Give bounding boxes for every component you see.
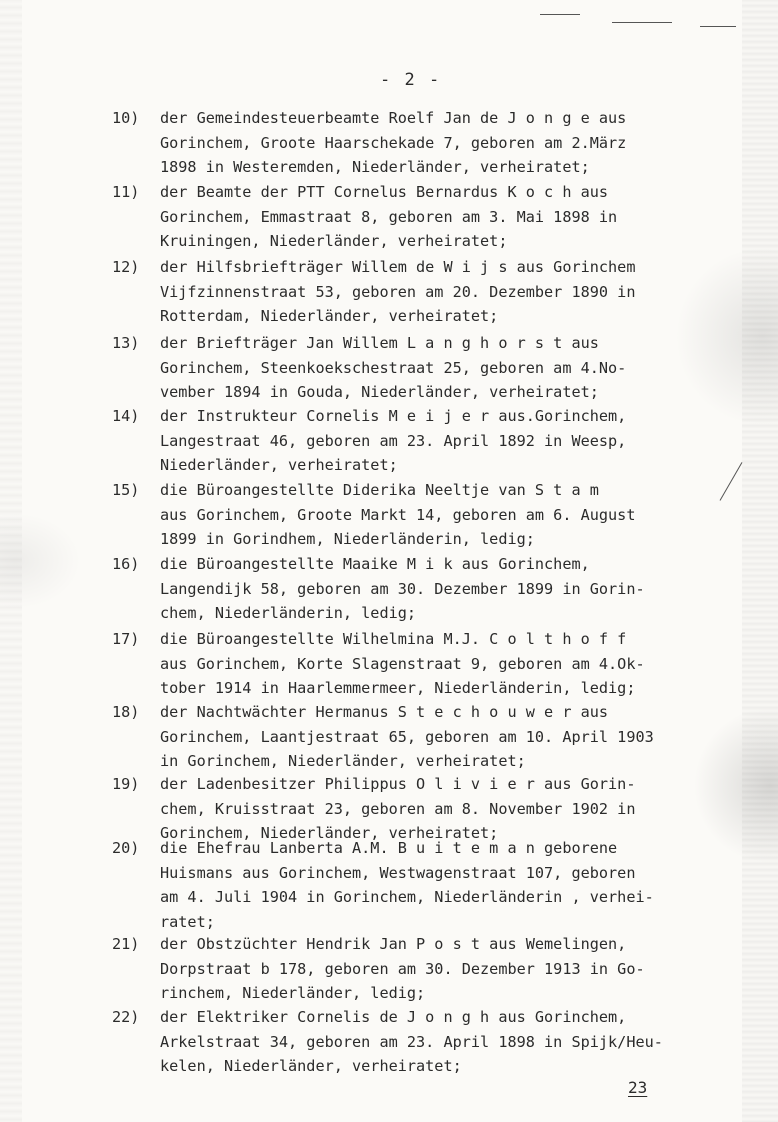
item-line: Arkelstraat 34, geboren am 23. April 1898 in Spijk/Heu-: [160, 1032, 663, 1051]
list-item: [112, 331, 712, 405]
scan-mark: [700, 26, 736, 27]
item-line: kelen, Niederländer, verheiratet;: [160, 1057, 462, 1075]
item-line: der Briefträger Jan Willem L a n g h o r s t aus: [160, 334, 599, 352]
item-number: 21): [112, 935, 140, 953]
list-item: [112, 106, 712, 180]
item-line: der Elektriker Cornelis de J o n g h aus Gorinchem,: [160, 1008, 627, 1026]
item-number: 15): [112, 481, 140, 499]
item-line: die Büroangestellte Maaike M i k aus Gorinchem,: [160, 555, 590, 573]
scan-mark: [720, 462, 743, 501]
item-line: Langendijk 58, geboren am 30. Dezember 1899 in Gorin-: [160, 579, 645, 598]
list-item: [112, 932, 712, 1006]
item-line: 1899 in Gorindhem, Niederländerin, ledig;: [160, 530, 535, 548]
item-line: Vijfzinnenstraat 53, geboren am 20. Dezember 1890 in: [160, 282, 636, 301]
item-line: Gorinchem, Groote Haarschekade 7, geboren am 2.März: [160, 133, 627, 152]
item-line: chem, Kruisstraat 23, geboren am 8. November 1902 in: [160, 799, 636, 818]
item-number: 13): [112, 334, 140, 352]
scan-edge-left: [0, 0, 22, 1122]
item-number: 16): [112, 555, 140, 573]
item-number: 18): [112, 703, 140, 721]
page-number: - 2 -: [380, 70, 442, 90]
item-line: der Ladenbesitzer Philippus O l i v i e r aus Gorin-: [160, 775, 636, 793]
item-number: 11): [112, 183, 140, 201]
list-item: [112, 836, 712, 934]
list-item: [112, 700, 712, 774]
list-item: [112, 552, 712, 626]
item-line: der Beamte der PTT Cornelus Bernardus K o c h aus: [160, 183, 609, 201]
item-line: tober 1914 in Haarlemmermeer, Niederländerin, ledig;: [160, 679, 636, 697]
item-line: Kruiningen, Niederländer, verheiratet;: [160, 232, 508, 250]
list-item: [112, 772, 712, 846]
item-line: Rotterdam, Niederländer, verheiratet;: [160, 307, 499, 325]
item-line: aus Gorinchem, Groote Markt 14, geboren am 6. August: [160, 505, 636, 524]
item-line: Gorinchem, Laantjestraat 65, geboren am 10. April 1903: [160, 727, 654, 746]
item-number: 12): [112, 258, 140, 276]
item-line: 1898 in Westeremden, Niederländer, verheiratet;: [160, 158, 590, 176]
item-line: Gorinchem, Niederländer, verheiratet;: [160, 824, 499, 842]
item-line: am 4. Juli 1904 in Gorinchem, Niederländerin , verhei-: [160, 888, 654, 906]
item-line: der Nachtwächter Hermanus S t e c h o u w e r aus: [160, 703, 609, 721]
item-line: die Büroangestellte Wilhelmina M.J. C o l t h o f f: [160, 630, 627, 648]
item-number: 22): [112, 1008, 140, 1026]
item-line: Huismans aus Gorinchem, Westwagenstraat 107, geboren: [160, 863, 636, 882]
item-number: 20): [112, 839, 140, 857]
item-line: der Instrukteur Cornelis M e i j e r aus.Gorinchem,: [160, 407, 627, 425]
item-line: vember 1894 in Gouda, Niederländer, verheiratet;: [160, 383, 599, 401]
scan-edge-right: [742, 0, 778, 1122]
item-line: Gorinchem, Emmastraat 8, geboren am 3. Mai 1898 in: [160, 207, 618, 226]
list-item: [112, 404, 712, 478]
item-number: 14): [112, 407, 140, 425]
list-item: [112, 1005, 712, 1079]
item-line: Gorinchem, Steenkoekschestraat 25, geboren am 4.No-: [160, 358, 627, 377]
item-number: 17): [112, 630, 140, 648]
item-line: der Gemeindesteuerbeamte Roelf Jan de J o n g e aus: [160, 109, 627, 127]
item-line: Niederländer, verheiratet;: [160, 456, 398, 474]
item-line: Dorpstraat b 178, geboren am 30. Dezember 1913 in Go-: [160, 959, 645, 978]
item-line: in Gorinchem, Niederländer, verheiratet;: [160, 752, 526, 770]
item-number: 10): [112, 109, 140, 127]
list-item: [112, 478, 712, 552]
footer-page-number: 23: [628, 1078, 648, 1097]
scan-mark: [612, 22, 672, 23]
item-line: rinchem, Niederländer, ledig;: [160, 984, 426, 1002]
item-line: der Obstzüchter Hendrik Jan P o s t aus Wemelingen,: [160, 935, 627, 953]
item-line: der Hilfsbriefträger Willem de W i j s aus Gorinchem: [160, 258, 636, 276]
scan-mark: [540, 14, 580, 15]
list-item: [112, 255, 712, 329]
item-line: ratet;: [160, 912, 215, 931]
list-item: [112, 180, 712, 254]
item-line: die Büroangestellte Diderika Neeltje van S t a m: [160, 481, 599, 499]
item-line: chem, Niederländerin, ledig;: [160, 604, 417, 622]
item-line: die Ehefrau Lanberta A.M. B u i t e m a n geborene: [160, 839, 618, 857]
item-line: Langestraat 46, geboren am 23. April 1892 in Weesp,: [160, 431, 627, 450]
item-line: aus Gorinchem, Korte Slagenstraat 9, geboren am 4.Ok-: [160, 654, 645, 673]
list-item: [112, 627, 712, 701]
item-number: 19): [112, 775, 140, 793]
